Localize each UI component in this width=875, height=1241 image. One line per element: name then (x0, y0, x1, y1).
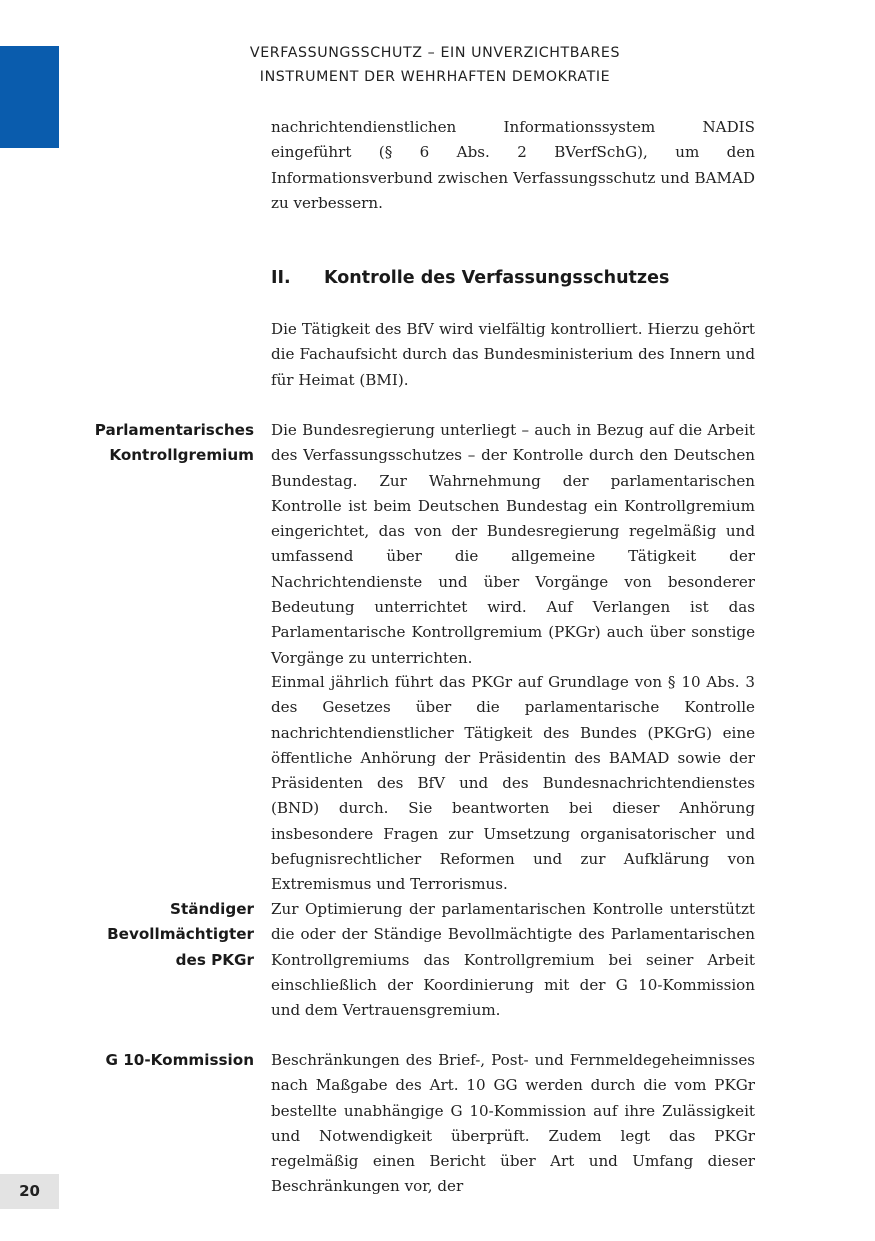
margin-label-pkgr-line-2: Kontrollgremium (109, 446, 254, 465)
section-heading (271, 264, 669, 292)
margin-label-pkgr (54, 418, 254, 469)
margin-label-staendiger-line-1: Ständiger (170, 900, 254, 918)
paragraph-anhoerung: Einmal jährlich führt das PKGr auf Grundlage von § 10 Abs. 3 des Gesetzes über die parlamentarische Kontrolle nachrichtendienstlicher Tätigkeit des Bundes (PKGrG) eine öffentliche Anhörung der Präsidentin des BAMAD sowie der Präsidenten des BfV und des Bundesnachrichtendienstes (BND) durch. Sie beantworten bei dieser Anhörung insbesondere Fragen zur Umsetzung organisatorischer und befugnisrechtlicher Reformen und zur Aufklärung von Extremismus und Terrorismus. (271, 673, 755, 894)
intro-paragraph: nachrichtendienstlichen Informationssystem NADIS eingeführt (§ 6 Abs. 2 BVerfSchG), um den Informationsverbund zwischen Verfassungsschutz und BAMAD zu verbessern. (271, 118, 755, 212)
section-title: Kontrolle des Verfassungsschutzes (324, 268, 670, 288)
margin-label-staendiger-line-3: des PKGr (175, 950, 254, 969)
paragraph-staendiger-bevollmaechtigter: Zur Optimierung der parlamentarischen Kontrolle unterstützt die oder der Ständige Bevollmächtigte des Parlamentarischen Kontrollgremiums das Kontrollgremium bei seiner Arbeit einschließlich der Koordinierung mit der G 10-Kommission und dem Vertrauensgremium. (271, 900, 755, 1020)
margin-label-staendiger-bevollmaechtigter (54, 897, 254, 973)
section-number: II. (271, 268, 291, 288)
page-number: 20 (0, 1174, 59, 1209)
margin-label-staendiger-line-2: Bevollmächtigter (107, 925, 254, 944)
running-header-line-1: VERFASSUNGSSCHUTZ – EIN UNVERZICHTBARES (249, 45, 621, 61)
paragraph-g10-kommission: Beschränkungen des Brief-, Post- und Fernmeldegeheimnisses nach Maßgabe des Art. 10 GG werden durch die vom PKGr bestellte unabhängige G 10-Kommission auf ihre Zulässigkeit und Notwendigkeit überprüft. Zudem legt das PKGr regelmäßig einen Bericht über Art und Umfang dieser Beschränkungen vor, der (271, 1051, 755, 1196)
margin-label-pkgr-line-1: Parlamentarisches (94, 421, 254, 439)
paragraph-fachaufsicht: Die Tätigkeit des BfV wird vielfältig kontrolliert. Hierzu gehört die Fachaufsicht durch das Bundesministerium des Innern und für Heimat (BMI). (271, 320, 755, 389)
running-header-line-2: INSTRUMENT DER WEHRHAFTEN DEMOKRATIE (259, 69, 611, 85)
chapter-tab (0, 46, 59, 148)
running-header (230, 41, 640, 89)
paragraph-kontrollgremium: Die Bundesregierung unterliegt – auch in Bezug auf die Arbeit des Verfassungsschutzes – der Kontrolle durch den Deutschen Bundestag. Zur Wahrnehmung der parlamentarischen Kontrolle ist beim Deutschen Bundestag ein Kontrollgremium eingerichtet, das von der Bundesregierung regelmäßig und umfassend über die allgemeine Tätigkeit der Nachrichtendienste und über Vorgänge von besonderer Bedeutung unterrichtet wird. Auf Verlangen ist das Parlamentarische Kontrollgremium (PKGr) auch über sonstige Vorgänge zu unterrichten. (271, 421, 755, 667)
margin-label-g10: G 10-Kommission (105, 1051, 254, 1069)
